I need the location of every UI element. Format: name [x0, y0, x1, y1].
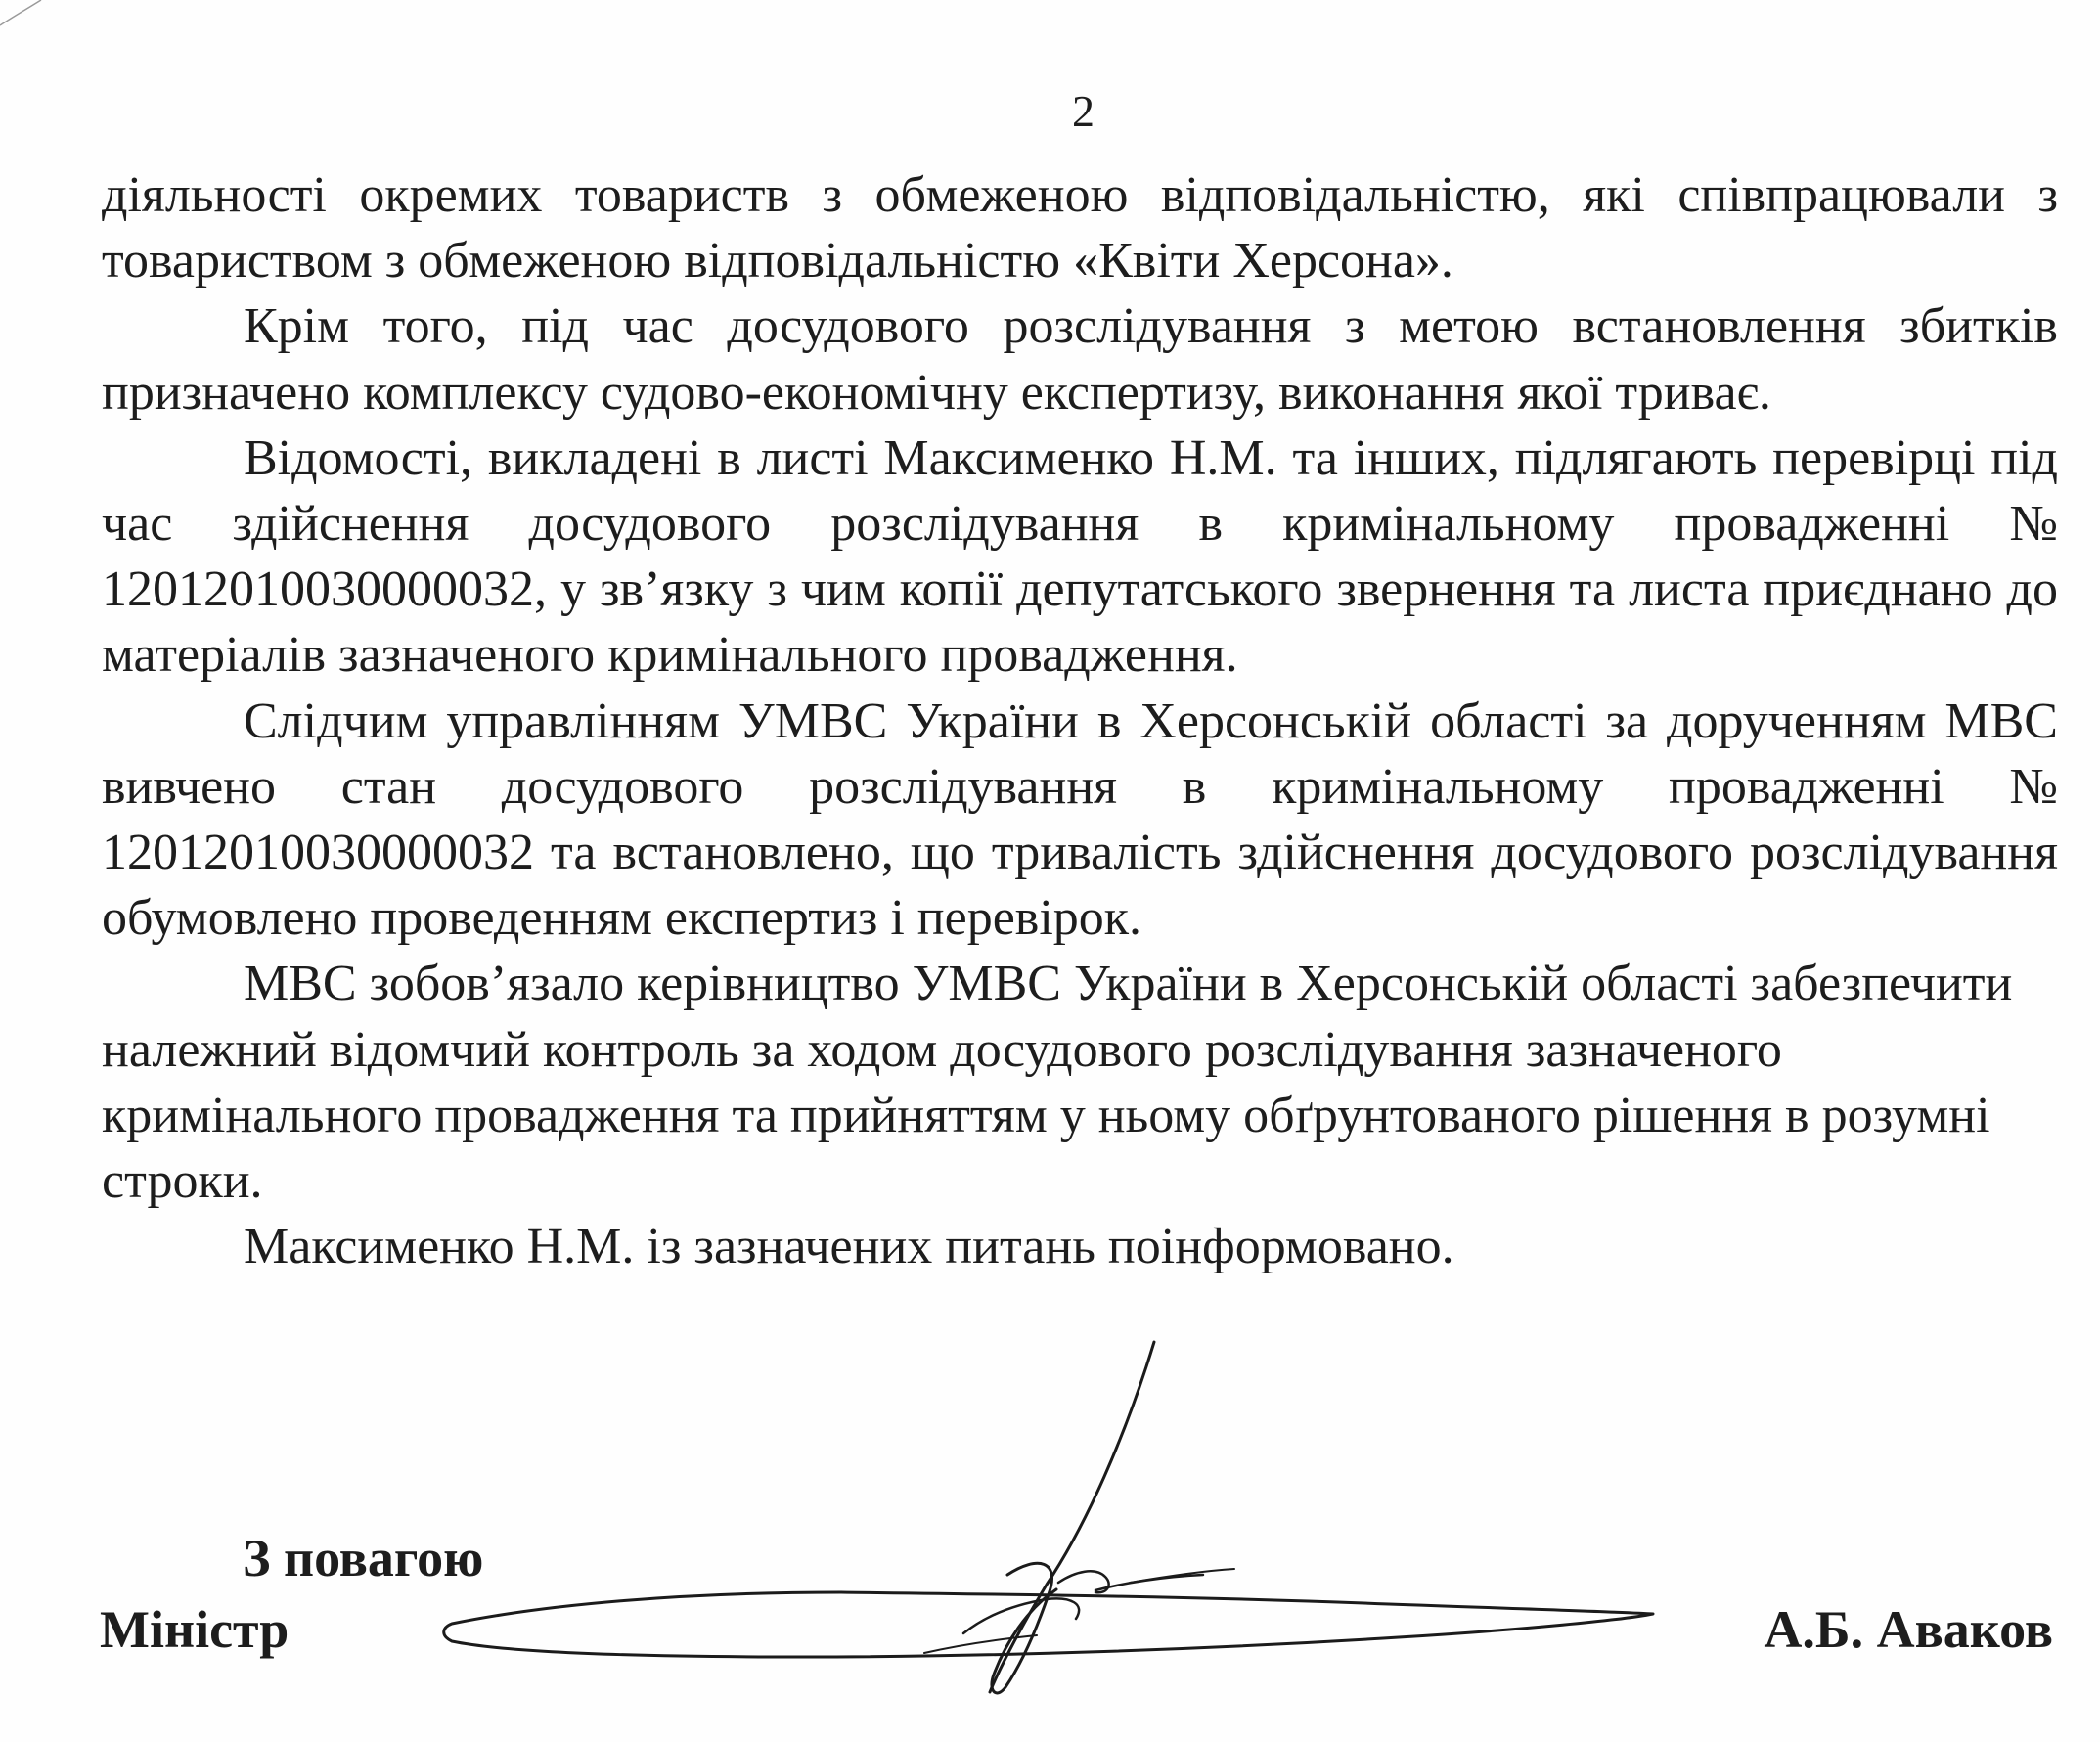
paragraph-informed: Максименко Н.М. із зазначених питань поінформовано. [244, 1219, 1454, 1275]
paragraph-continuation: діяльності окремих товариств з обмеженою відповідальністю, які співпрацювали з товариством з обмеженою відповідальністю «Квіти Херсона». [102, 167, 2058, 290]
page-number: 2 [1072, 86, 1095, 136]
signer-name: А.Б. Аваков [1764, 1600, 2053, 1659]
paragraph-obligation: МВС зобов’язало керівництво УМВС України в Херсонській області забезпечити належний відомчий контроль за ходом досудового розслідування зазначеного кримінального провадження та прийняттям у ньому обґрунтованого рішення в розумні строки. [102, 956, 2013, 1210]
letter-body [102, 162, 2058, 1279]
closing-phrase: З повагою [243, 1529, 484, 1587]
paragraph-examination: Крім того, під час досудового розслідування з метою встановлення збитків призначено комплексу судово-економічну експертизу, виконання якої триває. [102, 298, 2058, 421]
scan-corner-mark [0, 0, 59, 29]
signer-title: Міністр [100, 1600, 290, 1659]
paragraph-investigation-review: Слідчим управлінням УМВС України в Херсонській області за дорученням МВС вивчено стан досудового розслідування в кримінальному провадженні № 12012010030000032 та встановлено, що тривалість здійснення досудового розслідування обумовлено проведенням експертиз і перевірок. [102, 692, 2058, 947]
paragraph-verification: Відомості, викладені в листі Максименко Н.М. та інших, підлягають перевірці під час здійснення досудового розслідування в кримінальному провадженні № 12012010030000032, у зв’язку з чим копії депутатського звернення та листа приєднано до матеріалів зазначеного кримінального провадження. [102, 429, 2058, 684]
